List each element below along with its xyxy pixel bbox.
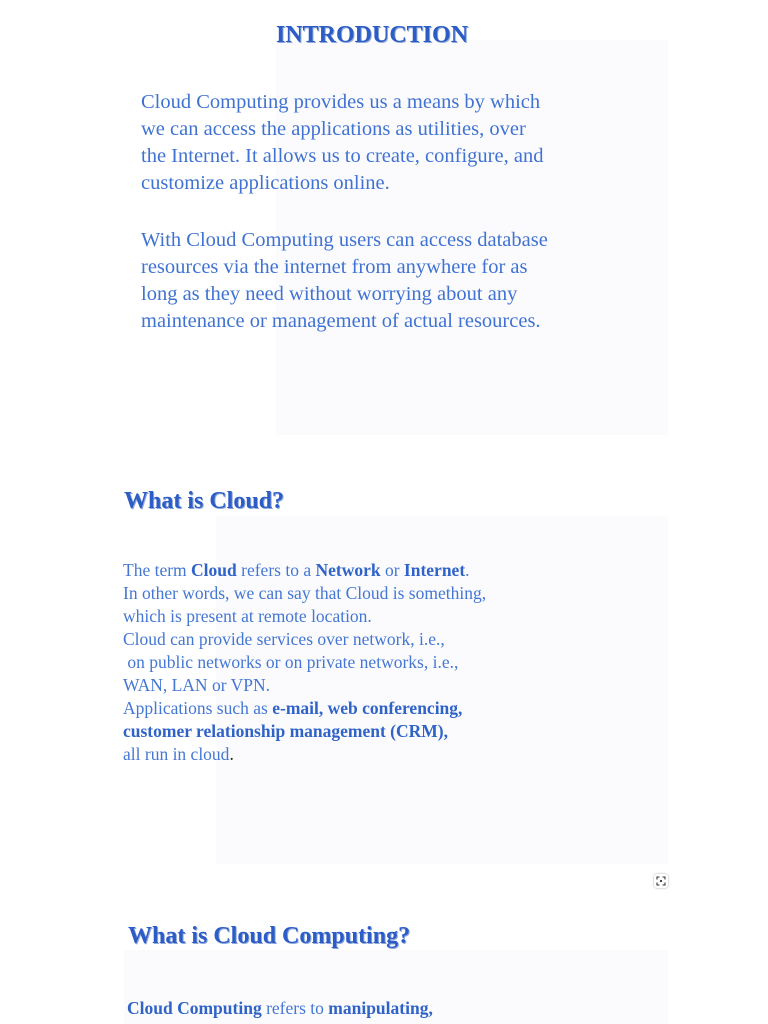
intro-p2-line: long as they need without worrying about any bbox=[141, 283, 518, 305]
intro-p1-line: Cloud Computing provides us a means by which bbox=[141, 91, 541, 113]
text-run: refers to a bbox=[236, 560, 316, 580]
text-run: refers to bbox=[261, 998, 329, 1018]
text-run: . bbox=[229, 744, 234, 764]
text-run: all run in cloud bbox=[123, 744, 230, 764]
computing-heading: What is Cloud Computing? bbox=[128, 923, 411, 949]
emphasis-cloud: Cloud bbox=[191, 560, 237, 580]
computing-paragraph bbox=[127, 997, 433, 1020]
intro-p2-line: resources via the internet from anywhere for as bbox=[141, 256, 528, 278]
cloud-line bbox=[123, 720, 486, 743]
intro-p2-line: With Cloud Computing users can access database bbox=[141, 229, 548, 251]
fullscreen-icon bbox=[656, 876, 666, 886]
emphasis-cloud-computing: Cloud Computing bbox=[127, 998, 262, 1018]
intro-paragraph-2 bbox=[141, 227, 548, 335]
cloud-paragraph bbox=[123, 559, 486, 766]
cloud-line bbox=[123, 743, 486, 766]
text-run: or bbox=[380, 560, 404, 580]
computing-line bbox=[127, 997, 433, 1020]
intro-p1-line: the Internet. It allows us to create, configure, and bbox=[141, 145, 544, 167]
emphasis-applications: e-mail, web conferencing, bbox=[272, 698, 463, 718]
intro-paragraph-1 bbox=[141, 89, 543, 197]
cloud-line: Cloud can provide services over network, i.e., bbox=[123, 629, 445, 649]
fullscreen-button[interactable] bbox=[654, 874, 668, 888]
emphasis-network: Network bbox=[315, 560, 381, 580]
text-run: . bbox=[465, 560, 470, 580]
text-run: The term bbox=[123, 560, 192, 580]
emphasis-manipulating: manipulating, bbox=[328, 998, 433, 1018]
intro-p2-line: maintenance or management of actual resources. bbox=[141, 310, 541, 332]
intro-p1-line: we can access the applications as utilities, over bbox=[141, 118, 526, 140]
text-run: Applications such as bbox=[123, 698, 273, 718]
intro-heading: INTRODUCTION bbox=[276, 22, 469, 48]
cloud-line: WAN, LAN or VPN. bbox=[123, 675, 270, 695]
emphasis-internet: Internet bbox=[403, 560, 466, 580]
cloud-line: In other words, we can say that Cloud is something, bbox=[123, 583, 487, 603]
cloud-line bbox=[123, 559, 486, 582]
intro-p1-line: customize applications online. bbox=[141, 172, 390, 194]
cloud-heading: What is Cloud? bbox=[124, 488, 285, 514]
cloud-line bbox=[123, 697, 486, 720]
emphasis-crm: customer relationship management (CRM), bbox=[123, 721, 449, 741]
cloud-line: on public networks or on private networks, i.e., bbox=[123, 652, 459, 672]
cloud-line: which is present at remote location. bbox=[123, 606, 372, 626]
